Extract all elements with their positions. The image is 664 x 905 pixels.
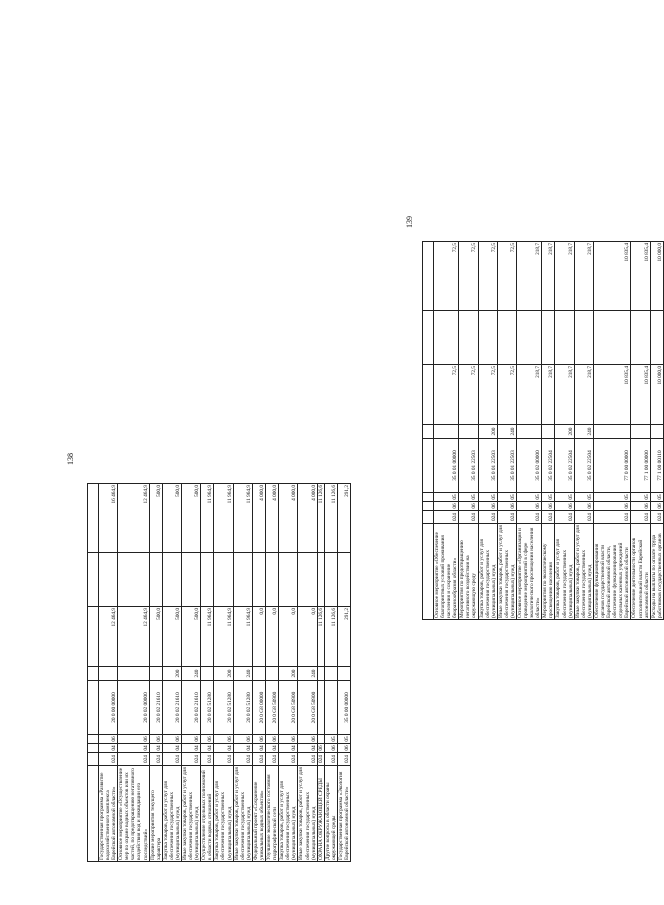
header-cell — [423, 242, 434, 311]
cell-gr: 024 — [497, 511, 516, 524]
cell-v1: 10 000,0 — [650, 365, 663, 425]
cell-gr: 024 — [459, 511, 478, 524]
table-row — [99, 484, 118, 862]
cell-name: Другие вопросы в области охраны окружающей среды — [324, 766, 337, 862]
cell-gr: 024 — [149, 753, 162, 766]
cell-rz: 06 — [459, 502, 478, 511]
cell-gr: 024 — [631, 511, 650, 524]
cell-v2 — [99, 553, 118, 607]
table-header-row — [88, 484, 99, 862]
cell-pr: 05 — [337, 735, 350, 744]
cell-v1: 11 126,6 — [324, 607, 337, 667]
header-cell — [423, 502, 434, 511]
cell-v2 — [252, 553, 265, 607]
cell-cs: 35 0 01 22503 — [478, 439, 497, 493]
cell-name: Закупка товаров, работ и услуг для обеспечения государственных (муниципальных) нужд — [555, 524, 574, 620]
cell-rz: 04 — [233, 744, 252, 753]
cell-v3: 4 000,0 — [279, 484, 298, 553]
cell-v2 — [149, 553, 162, 607]
cell-v3: 72,5 — [459, 242, 478, 311]
cell-v3: 11 964,9 — [201, 484, 214, 553]
budget-table-block — [87, 483, 351, 862]
cell-name: Иные закупки товаров, работ и услуг для обеспечения государственных (муниципальных) нужд — [182, 767, 201, 860]
cell-rz: 04 — [298, 744, 317, 753]
cell-gr: 024 — [434, 511, 459, 524]
cell-gr: 024 — [298, 753, 317, 766]
table-row — [233, 484, 252, 862]
cell-v3: 10 835,4 — [631, 242, 650, 311]
cell-rz: 06 — [650, 502, 663, 511]
cell-vr — [593, 425, 630, 439]
cell-vr: 240 — [233, 667, 252, 681]
table-row — [182, 484, 201, 862]
cell-name: Закупка товаров, работ и услуг для обеспечения государственных (муниципальных) нужд — [279, 766, 298, 862]
cell-name: Мероприятия по предотвращению негативного воздействия на окружающую среду — [459, 524, 478, 620]
cell-vr — [631, 425, 650, 439]
cell-v1: 10 835,4 — [631, 365, 650, 425]
cell-cs: 20 0 02 21610 — [162, 681, 181, 735]
cell-gr: 024 — [555, 511, 574, 524]
cell-pr: 06 — [233, 735, 252, 744]
cell-pr: 05 — [555, 493, 574, 502]
cell-v1: 72,5 — [478, 365, 497, 425]
header-cell — [423, 493, 434, 502]
cell-vr — [201, 667, 214, 681]
cell-pr: 05 — [434, 493, 459, 502]
cell-rz: 06 — [517, 502, 542, 511]
cell-vr — [517, 425, 542, 439]
cell-cs: 20 0 G8 50900 — [279, 681, 298, 735]
cell-vr — [149, 667, 162, 681]
cell-vr — [650, 425, 663, 439]
cell-cs: 20 0 02 51280 — [201, 681, 214, 735]
cell-name: Закупка товаров, работ и услуг для обеспечения государственных (муниципальных) нужд — [478, 524, 497, 620]
cell-v1: 11 126,6 — [317, 607, 324, 667]
cell-v1: 11 964,9 — [201, 607, 214, 667]
cell-pr: 06 — [266, 735, 279, 744]
cell-cs — [317, 681, 324, 735]
cell-gr: 024 — [650, 511, 663, 524]
cell-name: Основное мероприятие «Организация и проведение мероприятий в сфере экологического просвещения населения области» — [517, 524, 542, 620]
header-cell — [423, 439, 434, 493]
cell-vr: 240 — [497, 425, 516, 439]
cell-gr: 024 — [324, 753, 337, 766]
cell-gr: 024 — [182, 753, 201, 766]
cell-name: Иные закупки товаров, работ и услуг для обеспечения государственных (муниципальных) нужд — [233, 767, 252, 860]
cell-v3: 4 000,0 — [266, 484, 279, 553]
cell-vr: 240 — [298, 667, 317, 681]
cell-cs — [324, 681, 337, 735]
cell-v1: 218,7 — [574, 365, 593, 425]
cell-pr: 06 — [149, 735, 162, 744]
cell-name: Основное мероприятие «Обеспечение благоприятных условий проживания населения и сохранение биоразнообразия области» — [434, 524, 459, 620]
cell-rz: 06 — [317, 745, 324, 751]
table-row — [631, 242, 650, 620]
cell-pr — [317, 735, 324, 744]
cell-pr: 05 — [478, 493, 497, 502]
cell-name: ОХРАНА ОКРУЖАЮЩЕЙ СРЕДЫ — [317, 766, 324, 862]
cell-vr: 200 — [162, 667, 181, 681]
cell-pr: 05 — [517, 493, 542, 502]
table-row — [266, 484, 279, 862]
cell-v2 — [593, 311, 630, 365]
cell-pr: 06 — [252, 735, 265, 744]
cell-gr: 024 — [201, 753, 214, 766]
cell-vr — [324, 667, 337, 681]
budget-table — [422, 241, 664, 620]
cell-v1: 0,0 — [298, 607, 317, 667]
cell-v1: 500,0 — [182, 607, 201, 667]
header-cell — [423, 311, 434, 365]
cell-v3: 12 464,9 — [118, 484, 149, 553]
table-row — [252, 484, 265, 862]
table-row — [162, 484, 181, 862]
cell-rz: 04 — [266, 744, 279, 753]
cell-v1: 11 964,9 — [233, 607, 252, 667]
cell-rz: 04 — [162, 744, 181, 753]
cell-pr: 05 — [459, 493, 478, 502]
cell-v3: 218,7 — [574, 242, 593, 311]
cell-gr: 024 — [118, 753, 149, 766]
cell-v3: 11 126,6 — [324, 484, 337, 553]
cell-gr: 024 — [517, 511, 542, 524]
table-row — [650, 242, 663, 620]
table-row — [118, 484, 149, 862]
cell-name: Осуществление отдельных полномочий в области водных отношений — [201, 766, 214, 862]
cell-v3: 11 964,9 — [214, 484, 233, 553]
cell-name: Обеспечение деятельности органов исполнительной власти Еврейской автономной области — [631, 524, 650, 620]
cell-v1: 291,2 — [337, 607, 350, 667]
cell-v3: 16 464,9 — [99, 484, 118, 553]
cell-rz: 06 — [593, 502, 630, 511]
budget-table — [87, 483, 351, 862]
cell-v3: 500,0 — [182, 484, 201, 553]
cell-cs: 35 0 02 22504 — [555, 439, 574, 493]
table-row — [214, 484, 233, 862]
cell-gr: 024 — [337, 753, 350, 766]
cell-vr — [542, 425, 555, 439]
cell-vr — [317, 667, 324, 681]
cell-rz: 06 — [497, 502, 516, 511]
cell-gr: 024 — [266, 753, 279, 766]
cell-cs: 20 0 00 00000 — [99, 681, 118, 735]
cell-v1: 500,0 — [149, 607, 162, 667]
cell-pr: 06 — [118, 735, 149, 744]
header-cell — [88, 681, 99, 735]
cell-cs: 35 0 01 22503 — [459, 439, 478, 493]
cell-name: Обеспечение функционирования органов государственной власти Еврейской автономной области, обеспечение функционирования отдельных казенных учреждений Еврейской автономной области — [593, 524, 630, 620]
cell-v1: 10 835,4 — [593, 365, 630, 425]
cell-v1: 12 464,9 — [99, 607, 118, 667]
cell-v2 — [337, 553, 350, 607]
cell-name: Иные закупки товаров, работ и услуг для обеспечения государственных (муниципальных) нужд — [574, 525, 593, 618]
header-cell — [423, 425, 434, 439]
cell-v1: 0,0 — [266, 607, 279, 667]
cell-name: Улучшение экологического состояния гидрографической сети — [266, 766, 279, 862]
cell-rz: 04 — [99, 744, 118, 753]
cell-v3: 218,7 — [555, 242, 574, 311]
cell-pr: 05 — [497, 493, 516, 502]
cell-name: Федеральный проект «Сохранение уникальных водных объектов» — [252, 766, 265, 862]
cell-vr — [459, 425, 478, 439]
cell-cs: 20 0 02 51280 — [233, 681, 252, 735]
cell-vr: 240 — [574, 425, 593, 439]
table-row — [574, 242, 593, 620]
page-number: 139 — [405, 216, 414, 228]
cell-cs: 35 0 02 00000 — [517, 439, 542, 493]
table-row — [497, 242, 516, 620]
cell-rz: 04 — [214, 744, 233, 753]
cell-vr: 200 — [279, 667, 298, 681]
table-row — [542, 242, 555, 620]
cell-v2 — [631, 311, 650, 365]
cell-rz: 04 — [182, 744, 201, 753]
cell-v1: 72,5 — [434, 365, 459, 425]
cell-v1: 12 464,9 — [118, 607, 149, 667]
header-cell — [423, 511, 434, 524]
cell-name: Закупка товаров, работ и услуг для обеспечения государственных (муниципальных) нужд — [214, 766, 233, 862]
cell-v2 — [162, 553, 181, 607]
cell-pr: 06 — [298, 735, 317, 744]
cell-name: Иные закупки товаров, работ и услуг для обеспечения государственных (муниципальных) нужд — [497, 525, 516, 618]
cell-cs: 20 0 G8 50900 — [266, 681, 279, 735]
cell-cs: 77 0 00 00000 — [593, 439, 630, 493]
table-row — [298, 484, 317, 862]
cell-v2 — [233, 553, 252, 607]
cell-pr: 06 — [99, 735, 118, 744]
cell-v2 — [574, 311, 593, 365]
table-row — [337, 484, 350, 862]
cell-name: Прочие мероприятия текущего характера — [149, 766, 162, 862]
cell-cs: 77 1 00 00110 — [650, 439, 663, 493]
cell-v3: 4 000,0 — [252, 484, 265, 553]
cell-v2 — [201, 553, 214, 607]
cell-v1: 218,7 — [542, 365, 555, 425]
cell-v2 — [279, 553, 298, 607]
cell-v3: 72,5 — [434, 242, 459, 311]
cell-v3: 11 964,9 — [233, 484, 252, 553]
cell-rz: 04 — [252, 744, 265, 753]
budget-table-block — [422, 241, 664, 620]
cell-vr — [252, 667, 265, 681]
cell-v3: 291,2 — [337, 484, 350, 553]
cell-v3: 218,7 — [517, 242, 542, 311]
cell-rz: 04 — [201, 744, 214, 753]
cell-gr: 024 — [593, 511, 630, 524]
cell-rz: 04 — [149, 744, 162, 753]
cell-pr: 05 — [542, 493, 555, 502]
cell-v3: 4 000,0 — [298, 484, 317, 553]
cell-vr: 200 — [214, 667, 233, 681]
cell-v1: 218,7 — [517, 365, 542, 425]
header-cell — [423, 365, 434, 425]
cell-cs: 35 0 01 00000 — [434, 439, 459, 493]
header-cell — [88, 735, 99, 744]
header-cell — [88, 607, 99, 667]
cell-v2 — [517, 311, 542, 365]
header-cell — [88, 553, 99, 607]
cell-pr: 06 — [201, 735, 214, 744]
cell-v1: 11 964,9 — [214, 607, 233, 667]
cell-gr: 024 — [233, 753, 252, 766]
cell-pr: 05 — [631, 493, 650, 502]
table-row — [434, 242, 459, 620]
cell-cs: 20 0 02 21610 — [149, 681, 162, 735]
cell-v1: 500,0 — [162, 607, 181, 667]
cell-name: Закупка товаров, работ и услуг для обеспечения государственных (муниципальных) нужд — [162, 766, 181, 862]
cell-rz: 04 — [279, 744, 298, 753]
cell-v2 — [298, 553, 317, 607]
cell-name: Основное мероприятие «Осуществление мер по охране водных объектов или их частей, по предотвращению негативного воздействия вод и ликвидации его последствий» — [118, 766, 149, 862]
cell-rz: 06 — [542, 502, 555, 511]
cell-v3: 500,0 — [162, 484, 181, 553]
table-row — [201, 484, 214, 862]
cell-v3: 11 126,6 — [317, 484, 324, 553]
header-cell — [88, 753, 99, 766]
table-header-row — [423, 242, 434, 620]
table-row — [555, 242, 574, 620]
cell-name: Государственная программа «Экология Еврейской автономной области» — [337, 766, 350, 862]
cell-gr: 024 — [542, 511, 555, 524]
cell-gr: 024 — [317, 753, 324, 766]
cell-v2 — [317, 553, 324, 607]
cell-v3: 500,0 — [149, 484, 162, 553]
cell-v2 — [459, 311, 478, 365]
cell-v1: 218,7 — [555, 365, 574, 425]
header-cell — [88, 744, 99, 753]
cell-v3: 10 835,4 — [593, 242, 630, 311]
cell-v3: 218,7 — [542, 242, 555, 311]
table-row — [593, 242, 630, 620]
header-cell — [88, 766, 99, 862]
cell-vr: 240 — [182, 667, 201, 681]
cell-name: Государственная программа «Развитие водохозяйственного комплекса Еврейской автономной области» — [99, 766, 118, 862]
cell-gr: 024 — [279, 753, 298, 766]
cell-rz: 06 — [478, 502, 497, 511]
table-row — [149, 484, 162, 862]
cell-cs: 35 0 00 00000 — [337, 681, 350, 735]
cell-rz: 04 — [118, 744, 149, 753]
cell-rz: 06 — [434, 502, 459, 511]
cell-gr: 024 — [478, 511, 497, 524]
cell-v2 — [214, 553, 233, 607]
table-row — [317, 484, 324, 862]
cell-vr — [434, 425, 459, 439]
cell-gr: 024 — [99, 753, 118, 766]
cell-pr: 06 — [214, 735, 233, 744]
cell-v2 — [478, 311, 497, 365]
cell-v2 — [542, 311, 555, 365]
header-cell — [88, 484, 99, 553]
cell-name: Расходы на выплаты по оплате труда работников государственных органов — [650, 524, 663, 620]
table-row — [478, 242, 497, 620]
cell-cs: 20 0 02 00000 — [118, 681, 149, 735]
cell-name: Мероприятия по экологическому просвещению населения — [542, 524, 555, 620]
cell-v3: 72,5 — [478, 242, 497, 311]
cell-rz: 06 — [631, 502, 650, 511]
cell-rz: 06 — [324, 744, 337, 753]
cell-v1: 0,0 — [252, 607, 265, 667]
cell-v2 — [118, 553, 149, 607]
cell-v1: 72,5 — [459, 365, 478, 425]
cell-rz: 06 — [574, 502, 593, 511]
cell-cs: 20 0 02 21610 — [182, 681, 201, 735]
cell-pr: 05 — [324, 735, 337, 744]
cell-gr: 024 — [214, 753, 233, 766]
cell-gr: 024 — [574, 511, 593, 524]
cell-cs: 35 0 01 22503 — [497, 439, 516, 493]
cell-rz: 06 — [337, 744, 350, 753]
cell-vr — [99, 667, 118, 681]
cell-cs: 35 0 02 22504 — [542, 439, 555, 493]
cell-cs: 20 0 G8 50900 — [298, 681, 317, 735]
cell-vr: 200 — [555, 425, 574, 439]
cell-pr: 05 — [574, 493, 593, 502]
header-cell — [88, 667, 99, 681]
table-row — [324, 484, 337, 862]
cell-v2 — [182, 553, 201, 607]
cell-v1: 0,0 — [279, 607, 298, 667]
cell-rz: 06 — [555, 502, 574, 511]
table-row — [279, 484, 298, 862]
cell-v2 — [266, 553, 279, 607]
cell-vr — [118, 667, 149, 681]
cell-vr — [266, 667, 279, 681]
cell-gr: 024 — [252, 753, 265, 766]
cell-v3: 10 000,0 — [650, 242, 663, 311]
cell-v2 — [434, 311, 459, 365]
cell-pr: 05 — [593, 493, 630, 502]
cell-cs: 77 1 00 00000 — [631, 439, 650, 493]
header-cell — [423, 524, 434, 620]
cell-v2 — [497, 311, 516, 365]
cell-v3: 72,5 — [497, 242, 516, 311]
table-row — [459, 242, 478, 620]
cell-vr — [337, 667, 350, 681]
cell-v2 — [650, 311, 663, 365]
cell-v1: 72,5 — [497, 365, 516, 425]
table-row — [517, 242, 542, 620]
cell-v2 — [324, 553, 337, 607]
cell-cs: 35 0 02 22504 — [574, 439, 593, 493]
cell-gr: 024 — [162, 753, 181, 766]
cell-vr: 200 — [478, 425, 497, 439]
cell-pr: 05 — [650, 493, 663, 502]
cell-name: Иные закупки товаров, работ и услуг для обеспечения государственных (муниципальных) нужд — [298, 767, 317, 860]
cell-v2 — [555, 311, 574, 365]
cell-cs: 20 0 G8 00000 — [252, 681, 265, 735]
cell-pr: 06 — [182, 735, 201, 744]
cell-cs: 20 0 02 51280 — [214, 681, 233, 735]
cell-pr: 06 — [162, 735, 181, 744]
cell-pr: 06 — [279, 735, 298, 744]
page-number: 138 — [66, 453, 75, 465]
